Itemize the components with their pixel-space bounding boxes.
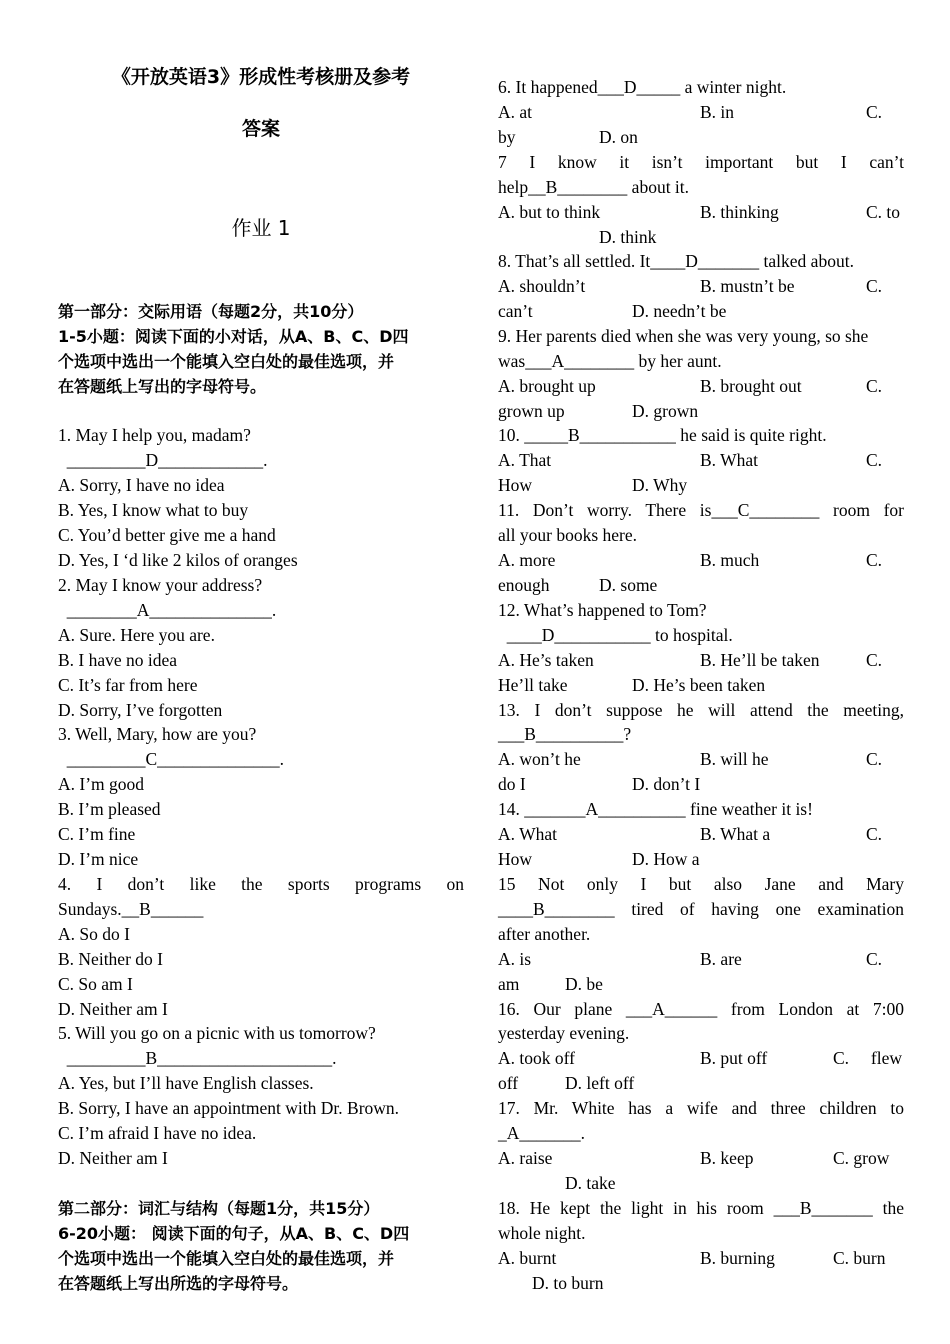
- q6-option-a: A. at: [498, 102, 533, 122]
- q4-option-a: A. So do I: [58, 924, 130, 944]
- q10-option-a: A. That: [498, 450, 552, 470]
- part2-desc-line3: 在答题纸上写出所选的字母符号。: [58, 1274, 299, 1293]
- q3-option-d: D. I’m nice: [58, 849, 139, 869]
- q8-option-b: B. mustn’t be: [700, 276, 795, 296]
- q1-option-c: C. You’d better give me a hand: [58, 525, 276, 545]
- q13-stem-line2: ___B__________?: [498, 724, 632, 744]
- q18-stem-line1: 18. He kept the light in his room ___B_______ the: [498, 1198, 904, 1218]
- q7-option-c: C. to: [866, 202, 901, 222]
- q10-option-d: D. Why: [632, 475, 688, 495]
- q15-stem-line3: after another.: [498, 924, 591, 944]
- q15-option-c: C.: [866, 949, 883, 969]
- q14-option-c: C.: [866, 824, 883, 844]
- q12-option-b: B. He’ll be taken: [700, 650, 820, 670]
- q17-option-c: C. grow: [833, 1148, 890, 1168]
- q12-option-c-text: He’ll take: [498, 675, 568, 695]
- q15-stem-line1: 15 Not only I but also Jane and Mary: [498, 874, 904, 894]
- q13-option-a: A. won’t he: [498, 749, 581, 769]
- q15-stem-line2: ____B________ tired of having one examination: [498, 899, 904, 919]
- q4-option-b: B. Neither do I: [58, 949, 163, 969]
- q14-option-a: A. What: [498, 824, 557, 844]
- q16-stem-line2: yesterday evening.: [498, 1023, 630, 1043]
- q13-option-b: B. will he: [700, 749, 769, 769]
- part2-desc-line1: 6-20小题： 阅读下面的句子，从A、B、C、D四: [58, 1224, 410, 1243]
- part2-desc-line2: 个选项中选出一个能填入空白处的最佳选项，并: [58, 1249, 395, 1268]
- q11-option-c: C.: [866, 550, 883, 570]
- q3-option-c: C. I’m fine: [58, 824, 136, 844]
- part1-desc-line2: 个选项中选出一个能填入空白处的最佳选项，并: [58, 352, 395, 371]
- q1-option-a: A. Sorry, I have no idea: [58, 475, 225, 495]
- q7-option-a: A. but to think: [498, 202, 601, 222]
- q14-stem: 14. _______A__________ fine weather it is!: [498, 799, 813, 819]
- q17-option-a: A. raise: [498, 1148, 553, 1168]
- q8-option-a: A. shouldn’t: [498, 276, 586, 296]
- q16-option-b: B. put off: [700, 1048, 768, 1068]
- q12-option-c: C.: [866, 650, 883, 670]
- q11-stem-line1: 11. Don’t worry. There is___C________ room for: [498, 500, 904, 520]
- q13-option-c-text: do I: [498, 774, 526, 794]
- q3-stem: 3. Well, Mary, how are you?: [58, 724, 257, 744]
- q10-option-c-text: How: [498, 475, 533, 495]
- q8-option-c: C.: [866, 276, 883, 296]
- q18-option-d: D. to burn: [532, 1273, 604, 1293]
- q2-answer: ________A______________.: [58, 600, 277, 620]
- part1-desc-line3: 在答题纸上写出的字母符号。: [58, 377, 267, 396]
- q11-option-c-text: enough: [498, 575, 550, 595]
- q6-option-d: D. on: [599, 127, 638, 147]
- q12-stem: 12. What’s happened to Tom?: [498, 600, 707, 620]
- q10-option-c: C.: [866, 450, 883, 470]
- q2-option-c: C. It’s far from here: [58, 675, 198, 695]
- q16-option-a: A. took off: [498, 1048, 575, 1068]
- q2-option-b: B. I have no idea: [58, 650, 178, 670]
- part2-heading: 第二部分：词汇与结构（每题1分，共15分）: [58, 1199, 380, 1218]
- q8-stem: 8. That’s all settled. It____D_______ talked about.: [498, 251, 854, 271]
- q9-option-c-text: grown up: [498, 401, 565, 421]
- q16-option-c: C. flew: [833, 1048, 903, 1068]
- q3-option-a: A. I’m good: [58, 774, 145, 794]
- q15-option-c-text: am: [498, 974, 520, 994]
- q15-option-a: A. is: [498, 949, 532, 969]
- q4-stem-line1: 4. I don’t like the sports programs on: [58, 874, 464, 894]
- q12-option-a: A. He’s taken: [498, 650, 594, 670]
- q13-option-d: D. don’t I: [632, 774, 701, 794]
- q4-option-c: C. So am I: [58, 974, 133, 994]
- document-title-line2: 答案: [241, 118, 280, 140]
- document-title-line1: 《开放英语3》形成性考核册及参考: [111, 66, 411, 88]
- q7-option-d: D. think: [599, 227, 657, 247]
- q15-option-d: D. be: [565, 974, 603, 994]
- q10-stem: 10. _____B___________ he said is quite right.: [498, 425, 827, 445]
- q16-option-d: D. left off: [565, 1073, 635, 1093]
- q6-option-c-text: by: [498, 127, 516, 147]
- q1-stem: 1. May I help you, madam?: [58, 425, 251, 445]
- q11-option-a: A. more: [498, 550, 556, 570]
- q14-option-b: B. What a: [700, 824, 771, 844]
- q9-option-b: B. brought out: [700, 376, 802, 396]
- q2-stem: 2. May I know your address?: [58, 575, 263, 595]
- q6-stem: 6. It happened___D_____ a winter night.: [498, 77, 787, 97]
- q3-option-b: B. I’m pleased: [58, 799, 161, 819]
- q2-option-a: A. Sure. Here you are.: [58, 625, 215, 645]
- q15-option-b: B. are: [700, 949, 742, 969]
- q7-stem-line1: 7 I know it isn’t important but I can’t: [498, 152, 904, 172]
- q13-option-c: C.: [866, 749, 883, 769]
- q17-option-d: D. take: [565, 1173, 616, 1193]
- part1-desc-line1: 1-5小题：阅读下面的小对话，从A、B、C、D四: [58, 327, 409, 346]
- q11-option-d: D. some: [599, 575, 658, 595]
- q9-option-c: C.: [866, 376, 883, 396]
- q1-option-d: D. Yes, I ‘d like 2 kilos of oranges: [58, 550, 298, 570]
- q7-stem-line2: help__B________ about it.: [498, 177, 690, 197]
- q13-stem-line1: 13. I don’t suppose he will attend the meeting,: [498, 700, 904, 720]
- q12-answer: ____D___________ to hospital.: [498, 625, 733, 645]
- q5-option-d: D. Neither am I: [58, 1148, 168, 1168]
- q6-option-c: C.: [866, 102, 883, 122]
- q18-stem-line2: whole night.: [498, 1223, 586, 1243]
- q1-option-b: B. Yes, I know what to buy: [58, 500, 249, 520]
- q17-stem-line2: _A_______.: [498, 1123, 586, 1143]
- q11-stem-line2: all your books here.: [498, 525, 637, 545]
- q5-option-b: B. Sorry, I have an appointment with Dr. Brown.: [58, 1098, 400, 1118]
- q17-stem-line1: 17. Mr. White has a wife and three children to: [498, 1098, 904, 1118]
- q6-option-b: B. in: [700, 102, 735, 122]
- q5-option-c: C. I’m afraid I have no idea.: [58, 1123, 257, 1143]
- q5-option-a: A. Yes, but I’ll have English classes.: [58, 1073, 314, 1093]
- q17-option-b: B. keep: [700, 1148, 754, 1168]
- q5-answer: _________B____________________.: [58, 1048, 337, 1068]
- q9-option-a: A. brought up: [498, 376, 596, 396]
- q18-option-c: C. burn: [833, 1248, 886, 1268]
- q12-option-d: D. He’s been taken: [632, 675, 766, 695]
- q4-stem-line2: Sundays.__B______: [58, 899, 204, 919]
- q9-option-d: D. grown: [632, 401, 699, 421]
- q16-stem-line1: 16. Our plane ___A______ from London at 7:00: [498, 999, 904, 1019]
- q16-option-c-text: off: [498, 1073, 519, 1093]
- q18-option-a: A. burnt: [498, 1248, 557, 1268]
- part1-heading: 第一部分：交际用语（每题2分，共10分）: [58, 302, 364, 321]
- homework-heading: 作业 1: [231, 216, 291, 240]
- q5-stem: 5. Will you go on a picnic with us tomorrow?: [58, 1023, 376, 1043]
- q9-stem-line1: 9. Her parents died when she was very young, so she: [498, 326, 869, 346]
- q18-option-b: B. burning: [700, 1248, 775, 1268]
- q8-option-d: D. needn’t be: [632, 301, 727, 321]
- q8-option-c-text: can’t: [498, 301, 533, 321]
- q4-option-d: D. Neither am I: [58, 999, 168, 1019]
- q14-option-d: D. How a: [632, 849, 700, 869]
- q3-answer: _________C______________.: [58, 749, 285, 769]
- q10-option-b: B. What: [700, 450, 759, 470]
- q2-option-d: D. Sorry, I’ve forgotten: [58, 700, 223, 720]
- q7-option-b: B. thinking: [700, 202, 779, 222]
- q1-answer: _________D____________.: [58, 450, 268, 470]
- q14-option-c-text: How: [498, 849, 533, 869]
- q11-option-b: B. much: [700, 550, 760, 570]
- q9-stem-line2: was___A________ by her aunt.: [498, 351, 722, 371]
